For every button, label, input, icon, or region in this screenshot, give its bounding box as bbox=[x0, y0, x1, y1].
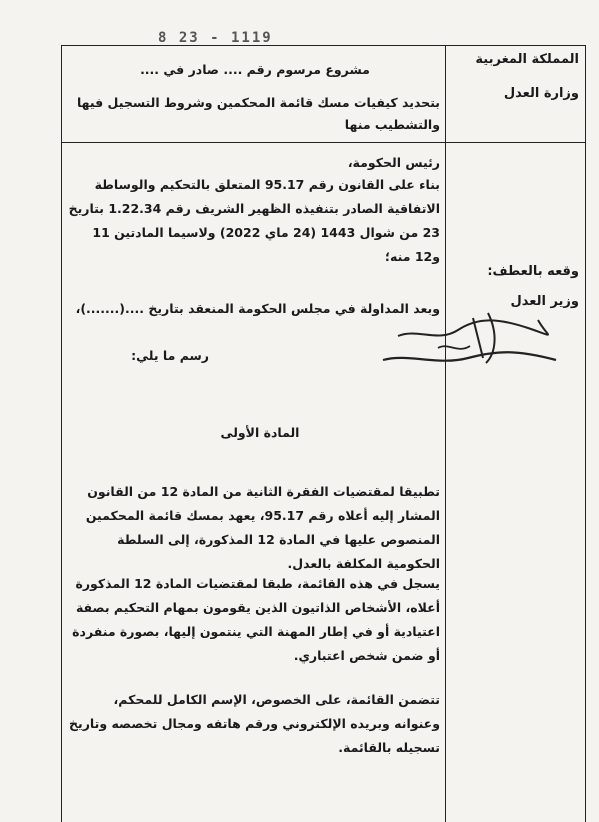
article-title: المادة الأولى bbox=[220, 425, 300, 440]
head-of-government: رئيس الحكومة، bbox=[347, 155, 440, 170]
registration-stamp: 8 23 - 1119 bbox=[158, 30, 273, 46]
decree-subject: بتحديد كيفيات مسك قائمة المحكمين وشروط التسجيل فيها والتشطيب منها bbox=[76, 95, 440, 132]
article-paragraph: يسجل في هذه القائمة، طبقا لمقتضيات المادة 12 المذكورة أعلاه، الأشخاص الذاتيون الذين يقومون بمهام التحكيم بصفة اعتيادية أو في إطار المهنة التي ينتمون إليها، بصورة منفردة أو ضمن شخص اعتباري. bbox=[72, 576, 440, 663]
table-border-right bbox=[585, 45, 586, 822]
kingdom-label: المملكة المغربية bbox=[475, 52, 579, 67]
decrees-statement: رسم ما يلي: bbox=[131, 348, 209, 363]
article-paragraph: تطبيقا لمقتضيات الفقرة الثانية من المادة 12 من القانون المشار إليه أعلاه رقم 95.17، يعهد بمسك قائمة المحكمين المنصوص عليها في المادة 12 المذكورة، إلى السلطة الحكومية المكلفة بالعدل. bbox=[85, 484, 440, 571]
ministry-label: وزارة العدل bbox=[503, 86, 579, 101]
minister-label: وزير العدل bbox=[510, 294, 579, 309]
table-border-header-bottom bbox=[61, 142, 585, 143]
table-border-left bbox=[61, 45, 62, 822]
preamble-based-on: بناء على القانون رقم 95.17 المتعلق بالتحكيم والوساطة الاتفاقية الصادر بتنفيذه الظهير الشريف رقم 1.22.34 بتاريخ 23 من شوال 1443 (24 ماي 2022) ولاسيما المادتين 11 و12 منه؛ bbox=[68, 177, 440, 264]
table-border-top bbox=[61, 45, 585, 46]
article-paragraph: تتضمن القائمة، على الخصوص، الإسم الكامل للمحكم، وعنوانه وبريده الإلكتروني ورقم هاتفه ومجال تخصصه وتاريخ تسجيله بالقائمة. bbox=[69, 692, 440, 755]
draft-decree-title: مشروع مرسوم رقم .... صادر في .... bbox=[140, 62, 370, 77]
preamble-deliberation: وبعد المداولة في مجلس الحكومة المنعقد بتاريخ ....(.......)، bbox=[75, 301, 440, 316]
table-column-divider bbox=[445, 45, 446, 822]
countersign-label: وقعه بالعطف: bbox=[487, 264, 579, 279]
